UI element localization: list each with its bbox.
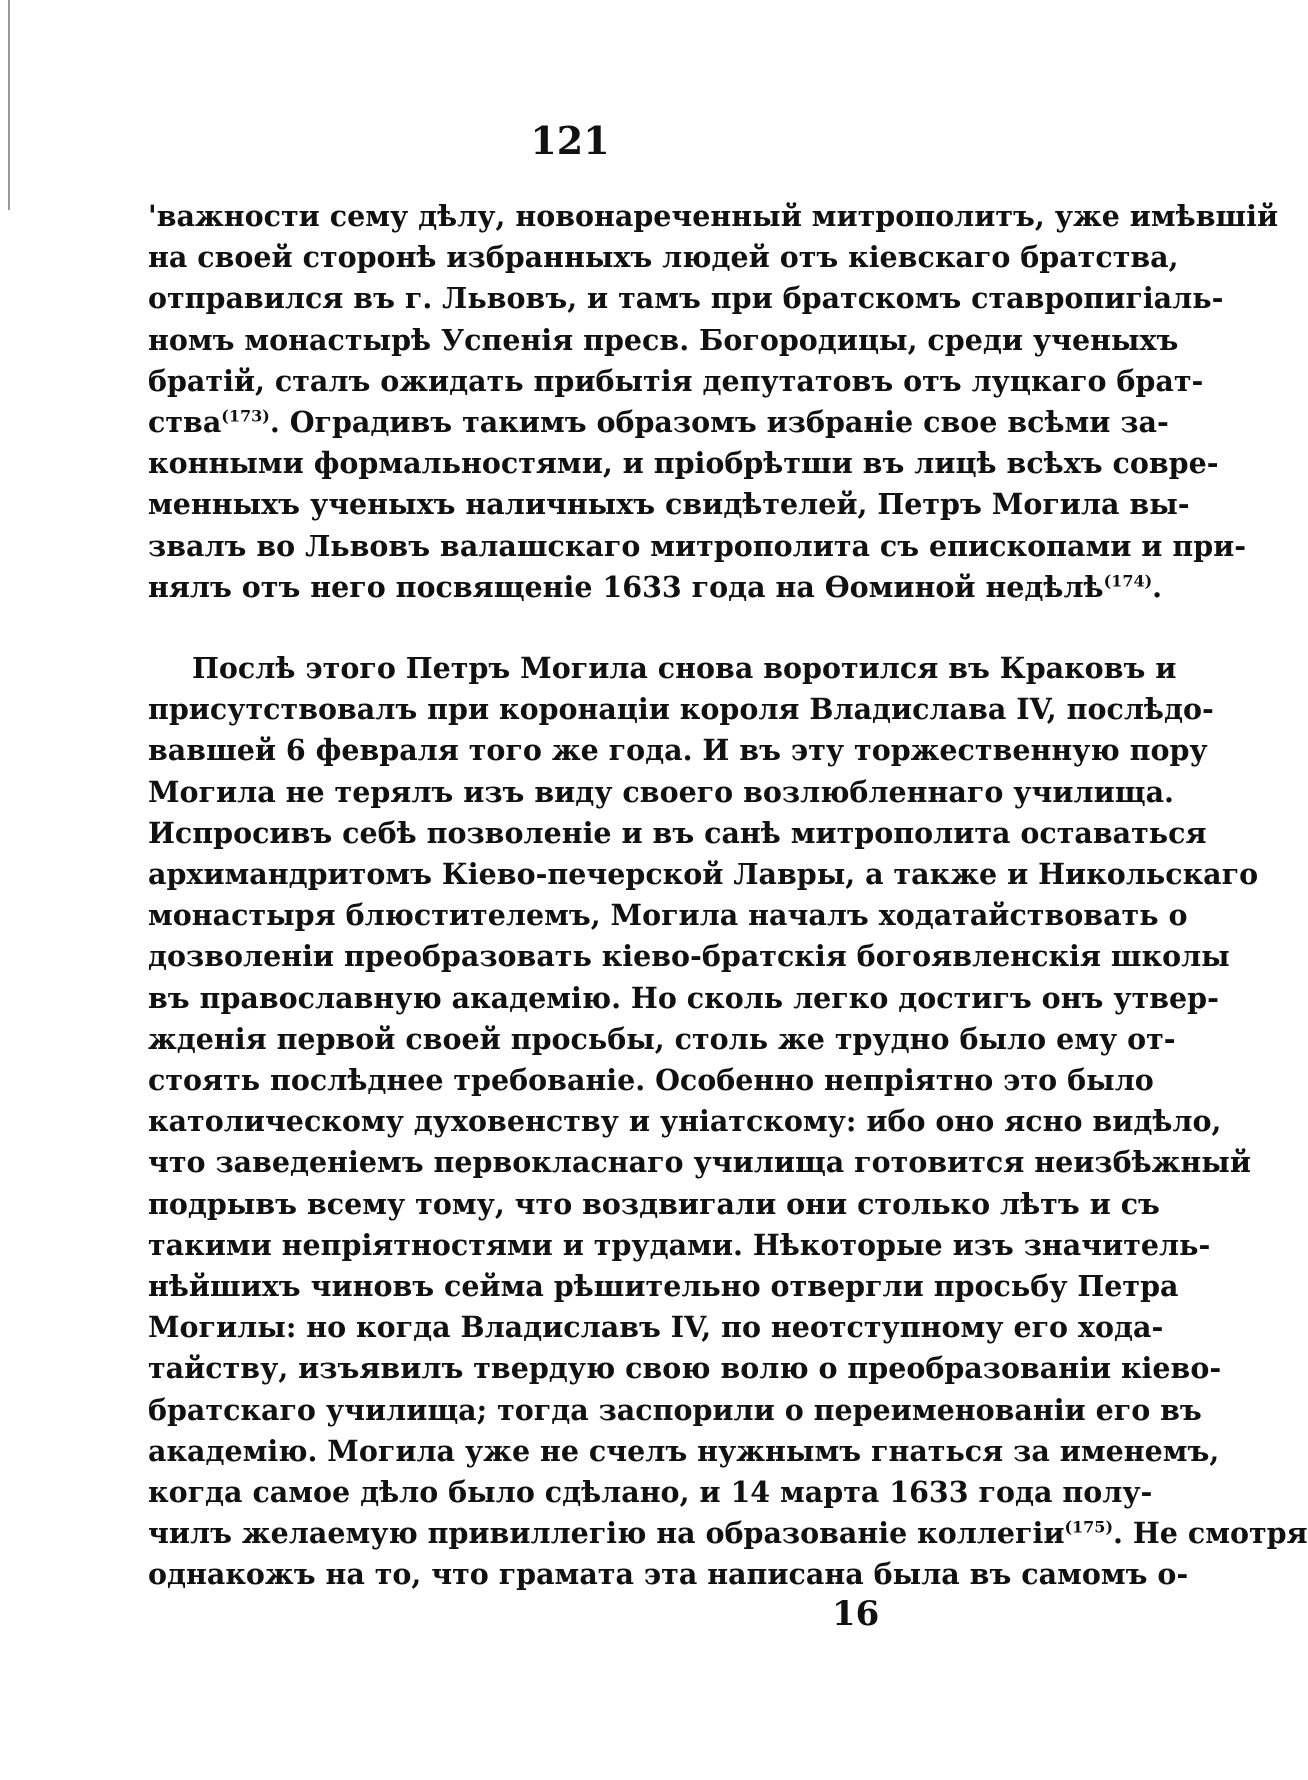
line-text: стоять послѣднее требованіе. Особенно непріятно это было <box>148 1063 1154 1098</box>
line-text: 'важности сему дѣлу, новонареченный митрополитъ, уже имѣвшій <box>148 199 1279 233</box>
line-text: архимандритомъ Кіево-печерской Лавры, а также и Никольскаго <box>148 857 1259 892</box>
text-line <box>148 196 1279 237</box>
line-text: когда самое дѣло было сдѣлано, и 14 марта 1633 года полу- <box>148 1475 1153 1510</box>
line-text: Испросивъ себѣ позволеніе и въ санѣ митрополита оставаться <box>148 815 1207 850</box>
text-line <box>148 237 1179 278</box>
line-text: такими непріятностями и трудами. Нѣкоторые изъ значитель- <box>148 1227 1211 1262</box>
text-line <box>148 1019 1176 1060</box>
line-text: тайству, изъявилъ твердую свою волю о преобразованіи кіево- <box>148 1351 1222 1386</box>
text-line <box>148 854 1259 895</box>
line-text: менныхъ ученыхъ наличныхъ свидѣтелей, Петръ Могила вы- <box>148 487 1190 522</box>
line-text: нялъ отъ него посвященіе 1633 года на Ѳоминой недѣлѣ <box>148 569 1104 604</box>
text-line <box>148 1307 1164 1348</box>
text-line <box>148 278 1224 319</box>
footnote-reference: (175) <box>1064 1517 1114 1537</box>
text-line <box>148 730 1208 771</box>
text-line <box>148 1225 1211 1266</box>
text-line <box>148 813 1207 854</box>
text-line <box>148 1184 1160 1225</box>
page-number: 121 <box>530 118 610 163</box>
signature-mark: 16 <box>832 1594 880 1634</box>
text-line <box>148 1431 1220 1472</box>
text-line <box>148 1142 1251 1183</box>
paragraph-2 <box>148 648 1308 1596</box>
paragraph-1 <box>148 196 1279 608</box>
text-line <box>148 772 1174 813</box>
text-line <box>148 1554 1189 1595</box>
line-text: Могила не терялъ изъ виду своего возлюбленнаго училища. <box>148 774 1174 809</box>
line-text: ства <box>148 405 222 440</box>
text-line <box>148 936 1230 977</box>
footnote-reference: (174) <box>1103 571 1153 591</box>
text-line <box>148 895 1188 936</box>
text-line <box>148 484 1190 525</box>
line-text: подрывъ всему тому, что воздвигали они столько лѣтъ и съ <box>148 1186 1160 1221</box>
line-text-continued: . Оградивъ такимъ образомъ избраніе свое всѣми за- <box>269 405 1169 440</box>
text-line <box>148 978 1219 1019</box>
text-line <box>148 1060 1154 1101</box>
line-text: братскаго училища; тогда заспорили о переименованіи его въ <box>148 1392 1202 1427</box>
text-line <box>148 1348 1222 1389</box>
line-text: на своей сторонѣ избранныхъ людей отъ кіевскаго братства, <box>148 240 1179 275</box>
text-line <box>148 689 1214 730</box>
page-edge-line <box>8 0 10 210</box>
footnote-reference: (173) <box>221 406 270 426</box>
text-line <box>148 402 1169 443</box>
line-text: номъ монастырѣ Успенія пресв. Богородицы, среди ученыхъ <box>148 322 1179 357</box>
text-line <box>148 526 1247 567</box>
line-text: академію. Могила уже не счелъ нужнымъ гнаться за именемъ, <box>148 1433 1220 1468</box>
line-text: братій, сталъ ожидать прибытія депутатовъ отъ луцкаго брат- <box>148 363 1204 398</box>
text-line <box>148 320 1179 361</box>
line-text: жденія первой своей просьбы, столь же трудно было ему от- <box>148 1021 1176 1056</box>
text-line <box>148 1390 1202 1431</box>
line-text: звалъ во Львовъ валашскаго митрополита съ епископами и при- <box>148 528 1247 563</box>
line-text: отправился въ г. Львовъ, и тамъ при братскомъ ставропигіаль- <box>148 281 1224 316</box>
line-text: вавшей 6 февраля того же года. И въ эту торжественную пору <box>148 733 1208 768</box>
text-line <box>148 1266 1179 1307</box>
text-line <box>148 567 1163 608</box>
line-text: дозволеніи преобразовать кіево-братскія богоявленскія школы <box>148 939 1230 974</box>
line-text: Послѣ этого Петръ Могила снова воротился въ Краковъ и <box>192 651 1177 685</box>
line-text: въ православную академію. Но сколь легко достигъ онъ утвер- <box>148 980 1219 1015</box>
text-line <box>148 1101 1222 1142</box>
text-line <box>148 1472 1153 1513</box>
line-text: чилъ желаемую привиллегію на образованіе коллегіи <box>148 1516 1065 1551</box>
line-text: монастыря блюстителемъ, Могила началъ ходатайствовать о <box>148 898 1188 933</box>
line-text: Могилы: но когда Владиславъ IV, по неотступному его хода- <box>148 1310 1164 1345</box>
line-text: нѣйшихъ чиновъ сейма рѣшительно отвергли просьбу Петра <box>148 1269 1179 1304</box>
text-line <box>148 648 1177 689</box>
line-text-continued: . Не смотря <box>1113 1516 1308 1551</box>
line-text: что заведеніемъ первокласнаго училища готовится неизбѣжный <box>148 1145 1251 1180</box>
line-text: конными формальностями, и пріобрѣтши въ лицѣ всѣхъ совре- <box>148 446 1219 481</box>
text-line <box>148 1513 1308 1554</box>
text-line <box>148 361 1204 402</box>
line-text: однакожъ на то, что грамата эта написана была въ самомъ о- <box>148 1557 1189 1592</box>
text-line <box>148 443 1219 484</box>
line-text: присутствовалъ при коронаціи короля Владислава IV, послѣдо- <box>148 692 1214 727</box>
line-text: католическому духовенству и уніатскому: ибо оно ясно видѣло, <box>148 1104 1222 1139</box>
line-text-continued: . <box>1152 569 1163 604</box>
